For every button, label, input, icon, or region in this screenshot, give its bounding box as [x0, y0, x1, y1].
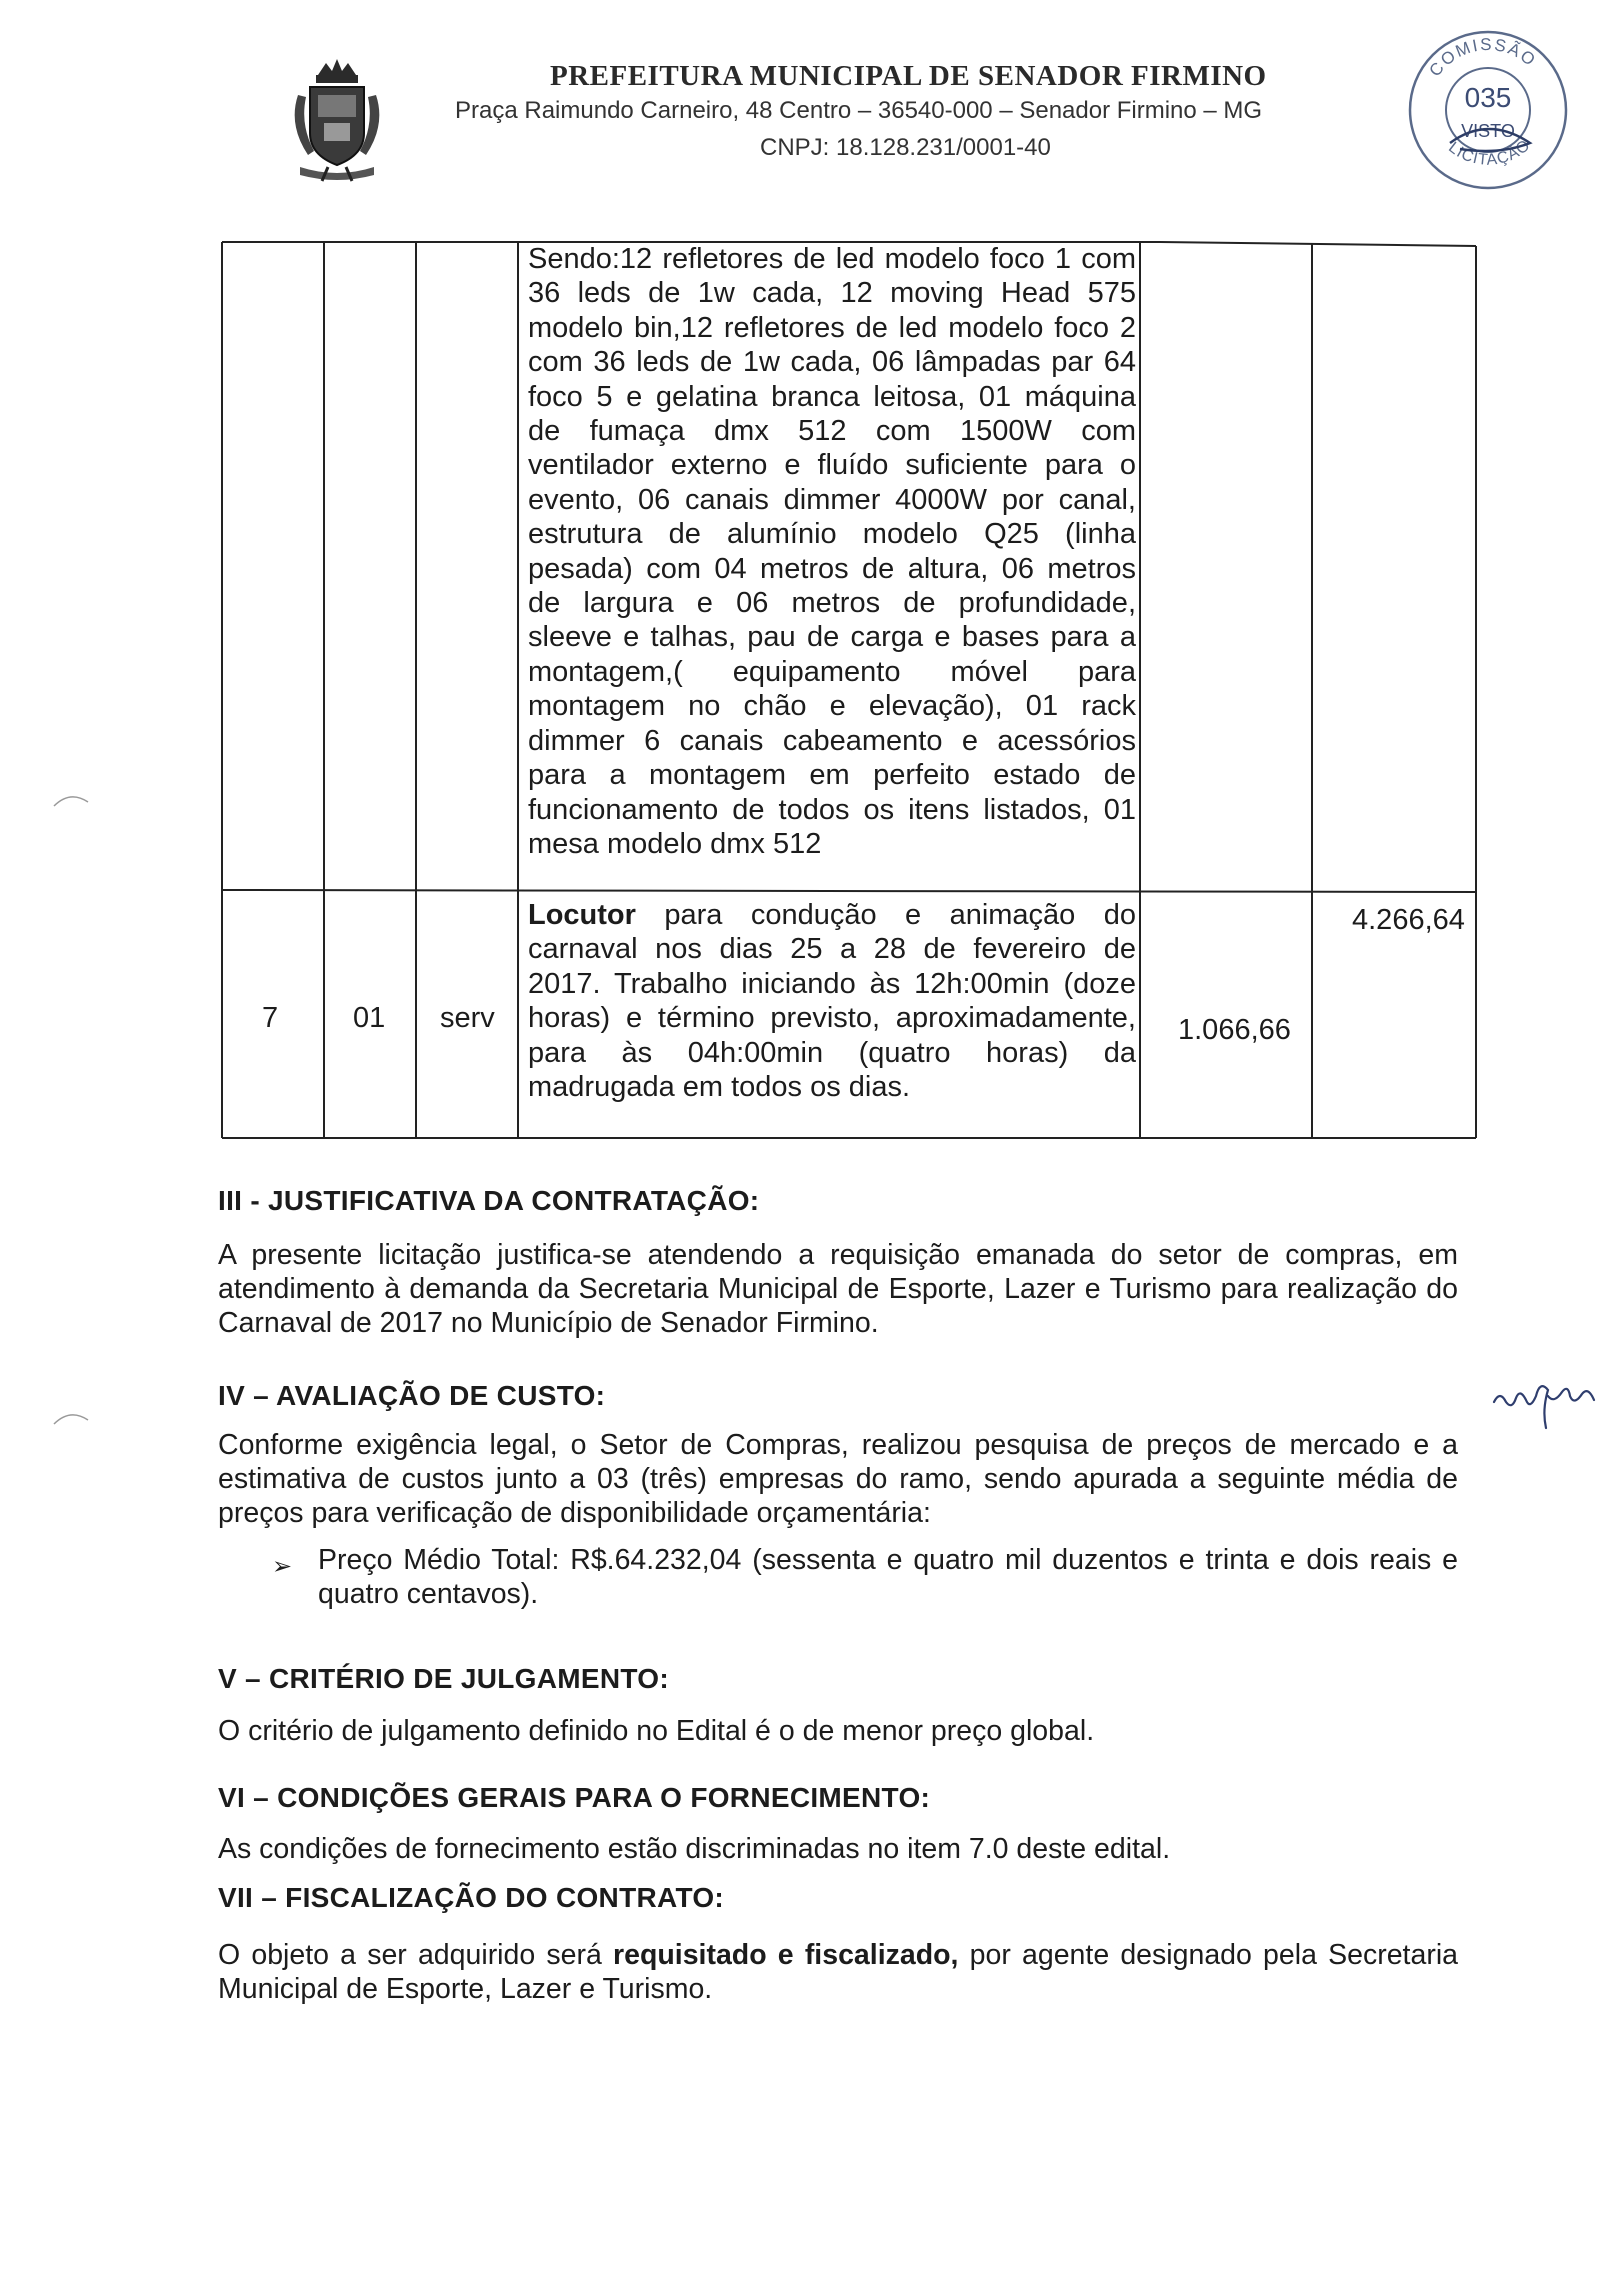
section-4-text: Conforme exigência legal, o Setor de Compras, realizou pesquisa de preços de mercado e a estimativa de custos junto a 03 (três) empresas do ramo, sendo apurada a seguinte média de preços para verificação de disponibilidade orçamentária:	[218, 1429, 1458, 1529]
header-address: Praça Raimundo Carneiro, 48 Centro – 36540-000 – Senador Firmino – MG	[455, 97, 1263, 124]
scan-margin-mark	[52, 790, 92, 810]
section-7-text-a: O objeto a ser adquirido será	[218, 1939, 614, 1971]
bullet-arrow-icon: ➢	[272, 1553, 293, 1580]
commission-stamp	[1400, 25, 1575, 195]
section-7-text-b: por agente designado pela Secretaria Municipal de Esporte, Lazer e Turismo.	[218, 1939, 1458, 2005]
section-6-text: As condições de fornecimento estão discriminadas no item 7.0 deste edital.	[218, 1833, 1171, 1865]
section-7-title: VII – FISCALIZAÇÃO DO CONTRATO:	[218, 1882, 725, 1913]
svg-text:LICITAÇÃO	[1445, 136, 1534, 168]
scan-margin-mark	[52, 1408, 92, 1428]
section-5-title: V – CRITÉRIO DE JULGAMENTO:	[218, 1663, 669, 1694]
section-4-bullet: Preço Médio Total: R$.64.232,04 (sessenta e quatro mil duzentos e trinta e dois reais e quatro centavos).	[318, 1544, 1458, 1610]
table-row7-description	[528, 898, 1136, 1104]
table-row-prev-description: Sendo:12 refletores de led modelo foco 1 com 36 leds de 1w cada, 12 moving Head 575 modelo bin,12 refletores de led modelo foco 2 com 36 leds de 1w cada, 06 lâmpadas par 64 foco 5 e gelatina branca leitosa, 01 máquina de fumaça dmx 512 com 1500W com ventilador externo e fluído suficiente para o evento, 06 canais dimmer 4000W por canal, estrutura de alumínio modelo Q25 (linha pesada) com 04 metros de altura, 06 metros de largura e 06 metros de profundidade, sleeve e talhas, pau de carga e bases para a montagem,( equipamento móvel para montagem no chão e elevação), 01 rack dimmer 6 canais cabeamento e acessórios para a montagem em perfeito estado de funcionamento de todos os itens listados, 01 mesa modelo dmx 512	[528, 243, 1136, 860]
table-row7-unit-price: 1.066,66	[1178, 1014, 1291, 1046]
table-row7-description-rest: para condução e animação do carnaval nos dias 25 a 28 de fevereiro de 2017. Trabalho iniciando às 12h:00min (doze horas) e término previsto, aproximadamente, para às 04h:00min (quatro horas) da madrugada em todos os dias.	[528, 899, 1136, 1104]
section-7-text-bold: requisitado e fiscalizado,	[613, 1939, 959, 1971]
header-title: PREFEITURA MUNICIPAL DE SENADOR FIRMINO	[550, 60, 1267, 92]
table-row7-total: 4.266,64	[1352, 904, 1465, 936]
header-cnpj: CNPJ: 18.128.231/0001-40	[760, 134, 1051, 161]
table-row7-unit: serv	[440, 1002, 495, 1034]
stamp-top-text: COMISSÃO	[1425, 34, 1541, 81]
table-row7-description-bold: Locutor	[528, 899, 636, 931]
section-3-text: A presente licitação justifica-se atendendo a requisição emanada do setor de compras, em atendimento à demanda da Secretaria Municipal de Esporte, Lazer e Turismo para realização do Carnaval de 2017 no Município de Senador Firmino.	[218, 1239, 1458, 1339]
section-5-text: O critério de julgamento definido no Edital é o de menor preço global.	[218, 1715, 1095, 1747]
section-7-text	[218, 1938, 1458, 2006]
stamp-bottom-text: LICITAÇÃO	[1445, 136, 1535, 169]
stamp-number: 035	[1464, 82, 1512, 113]
table-row7-item: 7	[262, 1002, 279, 1034]
section-4-title: IV – AVALIAÇÃO DE CUSTO:	[218, 1380, 606, 1411]
table-row7-qty: 01	[353, 1002, 386, 1034]
section-6-title: VI – CONDIÇÕES GERAIS PARA O FORNECIMENTO:	[218, 1782, 931, 1813]
municipal-crest-logo	[278, 55, 396, 185]
stamp-visto: VISTO	[1461, 121, 1515, 141]
section-3-title: III - JUSTIFICATIVA DA CONTRATAÇÃO:	[218, 1185, 760, 1216]
handwritten-initials	[1490, 1360, 1600, 1430]
